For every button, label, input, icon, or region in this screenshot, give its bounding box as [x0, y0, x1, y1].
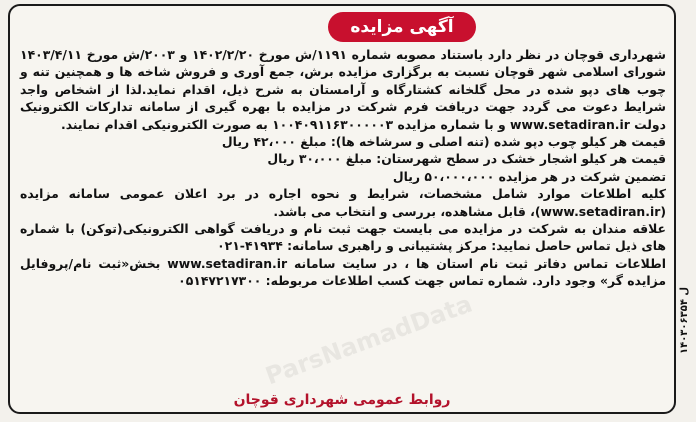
price-dry-trees-line: قیمت هر کیلو اشجار خشک در سطح شهرستان: مبلغ ۳۰،۰۰۰ ریال: [267, 151, 666, 167]
price-wood-line: قیمت هر کیلو چوب دپو شده (تنه اصلی و سرشاخه ها): مبلغ ۴۲،۰۰۰ ریال: [221, 134, 666, 150]
contact-paragraph: اطلاعات تماس دفاتر ثبت نام استان ها ، در سایت سامانه www.setadiran.ir بخش«ثبت نام/پروفایل مزایده گر» وجود دارد. شماره تماس جهت کسب اطلاعات مربوطه: ۰۵۱۴۷۲۱۷۳۰۰: [20, 255, 666, 289]
info-paragraph: کلیه اطلاعات موارد شامل مشخصات، شرایط و نحوه اجاره در برد اعلان عمومی سامانه مزایده (www.setadiran.ir)، قابل مشاهده، بررسی و انتخاب می باشد.: [20, 186, 666, 219]
guarantee-line: تضمین شرکت در هر مزایده ۵۰،۰۰۰،۰۰۰ ریال: [392, 168, 666, 184]
notice-title: آگهی مزایده: [350, 17, 454, 37]
notice-intro-paragraph: شهرداری قوچان در نظر دارد باستناد مصوبه شماره ۱۱۹۱/ش مورخ ۱۴۰۲/۲/۲۰ و ۲۰۰۳/ش مورخ ۱۴۰۳/۴/۱۱ شورای اسلامی شهر قوچان نسبت به برگزاری مزایده برش، جمع آوری و فروش شاخه ها و همچنین تنه و چوب های دپو شده در محل گلخانه کشتارگاه و آرامستان به شرح ذیل، اقدام نماید.لذا از اشخاص واجد شرایط دعوت می گردد جهت دریافت فرم شرکت در مزایده با بهره گیری از سامانه تدارکات الکترونیک دولت www.setadiran.ir و با شماره مزایده ۱۰۰۴۰۹۱۱۶۳۰۰۰۰۰۳ به صورت الکترونیکی اقدام نمایند.: [20, 47, 666, 132]
notice-body: [20, 46, 666, 290]
notice-frame: [8, 4, 676, 414]
side-reference-code: ل ۱۴۰۳۰۶۳۵۴: [679, 286, 690, 354]
registration-paragraph: علاقه مندان به شرکت در مزایده می بایست جهت ثبت نام و دریافت گواهی الکترونیکی(توکن) با شماره های ذیل تماس حاصل نمایید: مرکز پشتیبانی و راهبری سامانه: ۴۱۹۳۴-۰۲۱: [20, 221, 666, 254]
title-banner: [328, 12, 476, 42]
signature-line: روابط عمومی شهرداری قوچان: [233, 392, 451, 408]
watermark-text: ParsNamadData: [261, 289, 476, 391]
